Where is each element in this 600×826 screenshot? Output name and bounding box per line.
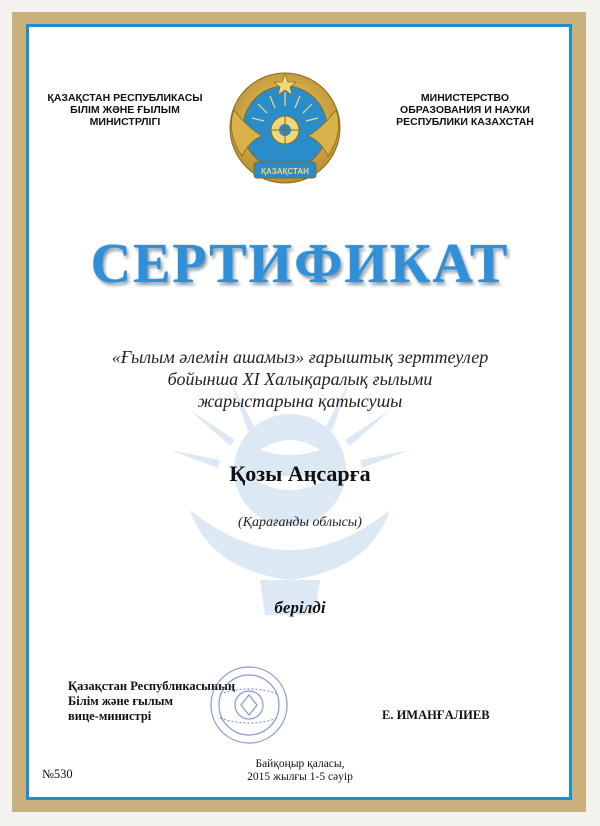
recipient-name: Қозы Аңсарға — [229, 461, 371, 486]
date-line: 2015 жылғы 1-5 сәуір — [247, 771, 353, 783]
emblem-ribbon-text: ҚАЗАҚСТАН — [261, 167, 309, 176]
place-and-date — [200, 758, 400, 784]
participation-description — [40, 346, 560, 412]
description-line: «Ғылым әлемін ашамыз» ғарыштық зерттеулер — [111, 347, 489, 367]
signer-title-line: Білім және ғылым — [68, 694, 174, 708]
ministry-ru-line: МИНИСТЕРСТВО — [420, 92, 510, 104]
signer-name: Е. ИМАНҒАЛИЕВ — [382, 708, 490, 722]
signer-title-line: вице-министрі — [68, 709, 152, 723]
signer-title-line: Қазақстан Республикасының — [68, 679, 236, 693]
ministry-ru-line: РЕСПУБЛИКИ КАЗАХСТАН — [396, 116, 534, 128]
ministry-kz-line: МИНИСТРЛІГІ — [89, 116, 161, 128]
ministry-ru-line: ОБРАЗОВАНИЯ И НАУКИ — [400, 104, 530, 116]
ministry-name-kazakh — [30, 92, 220, 128]
state-emblem-icon — [222, 70, 348, 190]
recipient-region: (Қарағанды облысы) — [238, 515, 362, 530]
place-line: Байқоңыр қаласы, — [255, 758, 345, 770]
certificate-number: №530 — [42, 767, 73, 781]
ministry-name-russian — [385, 92, 545, 128]
certificate-title: СЕРТИФИКАТ — [90, 233, 510, 295]
awarded-text: берілді — [274, 598, 326, 617]
ministry-kz-line: ҚАЗАҚСТАН РЕСПУБЛИКАСЫ — [47, 92, 203, 104]
description-line: жарыстарына қатысушы — [197, 391, 403, 411]
description-line: бойынша XI Халықаралық ғылыми — [167, 369, 433, 389]
ministry-kz-line: БІЛІМ ЖӘНЕ ҒЫЛЫМ — [70, 104, 180, 116]
round-seal-stamp-icon — [208, 664, 290, 746]
